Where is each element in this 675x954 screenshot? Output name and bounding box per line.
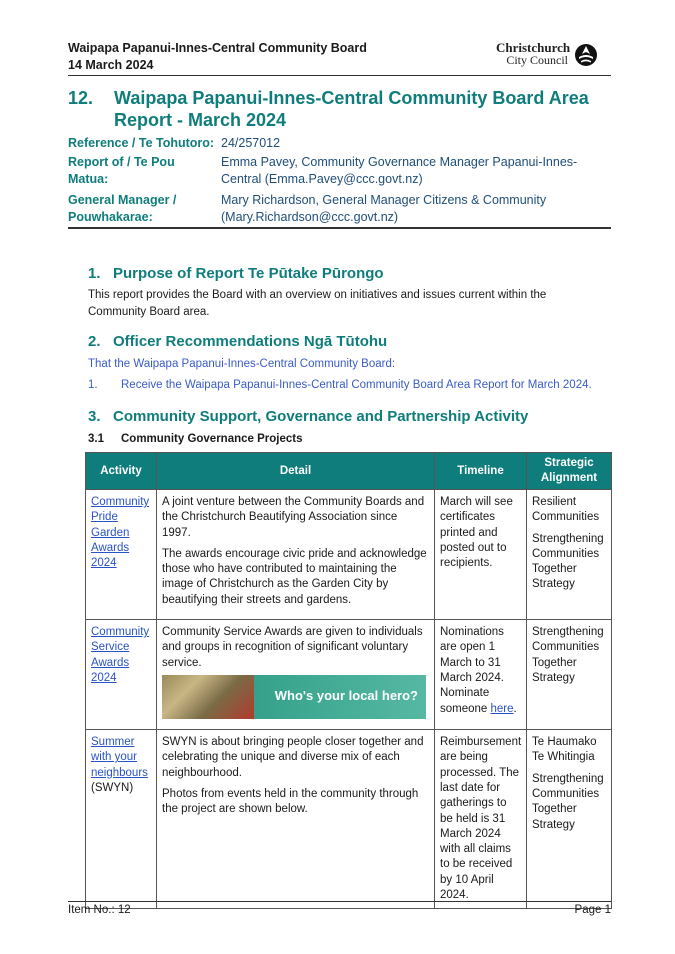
report-number: 12. (68, 88, 94, 108)
reference-label: Reference / Te Tohutoro: (68, 136, 215, 150)
alignment-cell (527, 620, 612, 730)
gm-value-line-2: (Mary.Richardson@ccc.govt.nz) (221, 210, 399, 224)
column-header-activity: Activity (86, 453, 157, 490)
gm-label-line-1: General Manager / (68, 193, 177, 207)
detail-cell (157, 490, 435, 620)
recommendation-item-number: 1. (88, 379, 98, 391)
section-3-heading (88, 407, 528, 427)
recommendation-item-text: Receive the Waipapa Papanui-Innes-Central Community Board Area Report for March 2024. (121, 379, 592, 391)
document-header (68, 40, 367, 74)
reference-value: 24/257012 (221, 136, 281, 150)
column-header-detail: Detail (157, 453, 435, 490)
timeline-cell (435, 620, 527, 730)
governance-projects-table (85, 452, 612, 909)
logo-line-1: Christchurch (496, 40, 571, 55)
report-of-label-line-1: Report of / Te Pou (68, 155, 175, 169)
alignment-cell (527, 490, 612, 620)
council-emblem-icon (574, 43, 598, 67)
section-3-title: Community Support, Governance and Partnership Activity (113, 408, 529, 425)
activity-cell (86, 620, 157, 730)
report-of-label-line-2: Matua: (68, 172, 109, 186)
subsection-3-1-heading (88, 431, 303, 447)
subsection-number: 3.1 (88, 433, 104, 445)
section-2-title: Officer Recommendations Ngā Tūtohu (113, 333, 388, 350)
alignment-paragraph: Strengthening Communities Together Strategy (532, 626, 604, 684)
activity-link-garden-awards[interactable]: Community Pride Garden Awards 2024 (91, 496, 150, 570)
section-3-number: 3. (88, 408, 101, 425)
detail-paragraph: The awards encourage civic pride and acknowledge those who have contributed to maintaining the image of Christchurch as the Garden City by beautifying their streets and gardens. (162, 547, 427, 606)
section-2-number: 2. (88, 333, 101, 350)
section-1-body: This report provides the Board with an overview on initiatives and issues current within the Community Board area. (88, 289, 547, 318)
report-of-value (221, 154, 577, 188)
alignment-cell (527, 730, 612, 909)
detail-cell (157, 730, 435, 909)
alignment-paragraph: Strengthening Communities Together Strategy (532, 532, 604, 591)
footer-page-number: Page 1 (574, 904, 611, 916)
column-header-alignment: Strategic Alignment (527, 453, 612, 490)
section-1-number: 1. (88, 265, 101, 282)
activity-suffix: (SWYN) (91, 781, 134, 794)
report-of-value-line-1: Emma Pavey, Community Governance Manager Papanui-Innes- (221, 155, 578, 169)
gm-label-line-2: Pouwhakarae: (68, 210, 153, 224)
council-logo (496, 42, 601, 70)
detail-cell (157, 620, 435, 730)
logo-line-2: City Council (506, 53, 568, 67)
section-2-heading (88, 332, 387, 352)
banner-text: Who's your local hero? (274, 687, 418, 703)
local-hero-banner (162, 675, 426, 719)
general-manager-value (221, 192, 546, 226)
activity-cell (86, 730, 157, 909)
report-of-label (68, 154, 175, 188)
general-manager-label (68, 192, 176, 226)
activity-link-service-awards[interactable]: Community Service Awards 2024 (91, 626, 150, 684)
detail-paragraph: Photos from events held in the community through the project are shown below. (162, 787, 419, 816)
alignment-paragraph: Te Haumako Te Whitingia (532, 736, 597, 764)
table-row (86, 490, 612, 620)
column-header-timeline: Timeline (435, 453, 527, 490)
report-heading (68, 87, 628, 131)
nominate-here-link[interactable]: here (490, 702, 514, 715)
table-row (86, 730, 612, 909)
detail-paragraph: Community Service Awards are given to individuals and groups in recognition of significant voluntary service. (162, 626, 423, 669)
detail-paragraph: SWYN is about bringing people closer together and celebrating the unique and diverse mix of each neighbourhood. (162, 736, 424, 779)
meeting-date: 14 March 2024 (68, 58, 154, 72)
table-header-row (86, 453, 612, 490)
activity-cell (86, 490, 157, 620)
footer-item-number: Item No.: 12 (68, 904, 131, 916)
activity-link-swyn[interactable]: Summer with your neighbours (91, 736, 148, 779)
subsection-title: Community Governance Projects (121, 433, 303, 445)
alignment-paragraph: Strengthening Communities Together Strategy (532, 772, 604, 831)
gm-value-line-1: Mary Richardson, General Manager Citizens & Community (221, 193, 547, 207)
recommendation-intro: That the Waipapa Papanui-Innes-Central Community Board: (88, 358, 396, 370)
report-of-value-line-2: Central (Emma.Pavey@ccc.govt.nz) (221, 172, 423, 186)
header-rule (68, 75, 611, 76)
timeline-text: Nominations are open 1 March to 31 March 2024. Nominate someone (440, 626, 504, 715)
timeline-end: . (513, 702, 517, 715)
section-1-heading (88, 264, 384, 284)
timeline-cell: March will see certificates printed and posted out to recipients. (435, 490, 527, 620)
alignment-paragraph: Resilient Communities (532, 496, 600, 524)
footer-rule (68, 901, 611, 902)
section-1-title: Purpose of Report Te Pūtake Pūrongo (113, 265, 384, 282)
table-row (86, 620, 612, 730)
report-title: Waipapa Papanui-Innes-Central Community Board Area Report - March 2024 (114, 88, 589, 130)
detail-paragraph: A joint venture between the Community Boards and the Christchurch Beautifying Association since 1997. (162, 496, 425, 539)
metadata-rule (68, 227, 611, 229)
banner-photo (162, 675, 254, 719)
timeline-cell: Reimbursement are being processed. The last date for gatherings to be held is 31 March 2024 with all claims to be received by 10 April 2024. (435, 730, 527, 909)
board-name: Waipapa Papanui-Innes-Central Community Board (68, 41, 367, 55)
